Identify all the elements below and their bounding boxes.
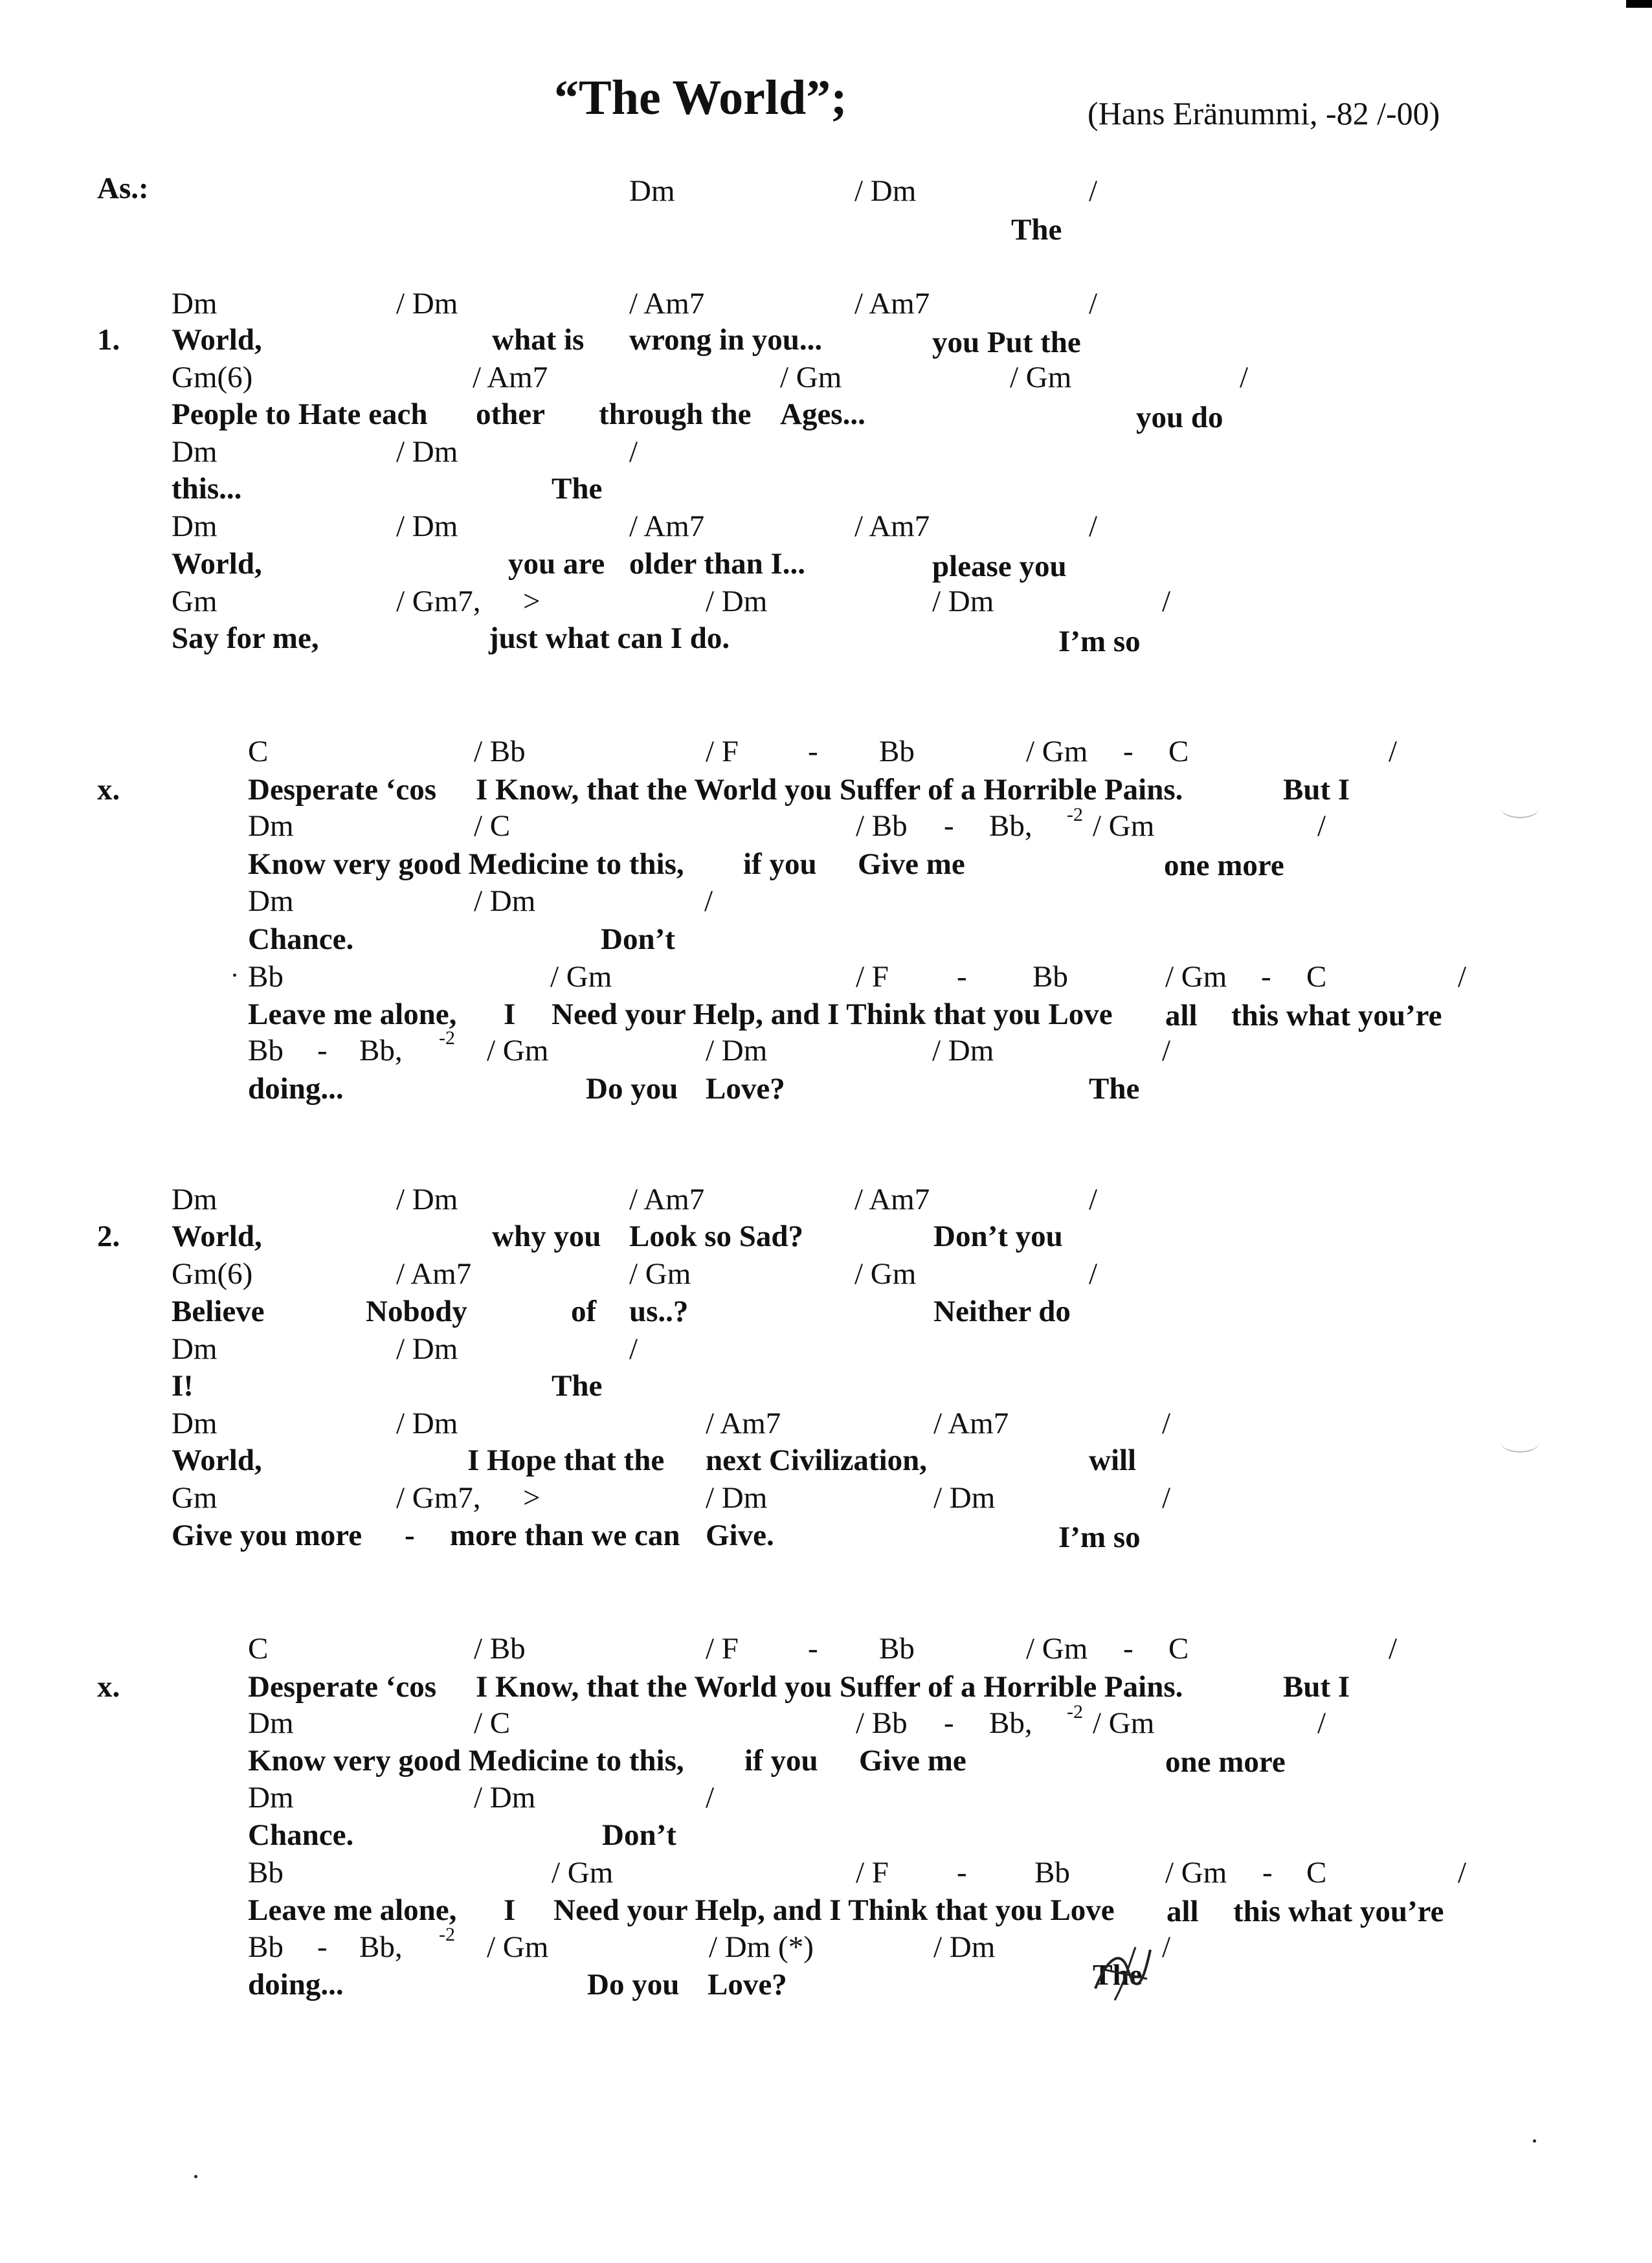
chord: Dm: [172, 1183, 218, 1216]
lyric: through the: [599, 397, 752, 431]
chord: / Dm: [474, 1781, 536, 1814]
chord: / Bb: [856, 809, 908, 843]
chord: /: [1162, 1407, 1171, 1440]
lyric: People to Hate each: [172, 397, 428, 431]
lyric: I: [504, 998, 516, 1031]
chord: / Gm: [1026, 735, 1088, 768]
chord: / Dm: [474, 884, 536, 918]
chord: -: [808, 1632, 818, 1666]
chord: / Dm: [706, 585, 768, 618]
lyric: World,: [172, 323, 262, 357]
chord: /: [1162, 1930, 1171, 1964]
chord: / Gm: [1093, 1706, 1155, 1740]
lyric: this...: [172, 472, 242, 506]
chord: -: [317, 1034, 328, 1067]
song-title: “The World”;: [554, 71, 847, 125]
scan-smudge: [1501, 797, 1539, 818]
lyric: just what can I do.: [489, 621, 730, 655]
lyric: I!: [172, 1369, 194, 1403]
chord: / Dm: [854, 174, 917, 208]
chord: / Gm: [487, 1930, 549, 1964]
lyric: this what you’re: [1233, 1895, 1444, 1928]
chord: / Dm (*): [709, 1930, 814, 1964]
lyric: you are: [508, 547, 605, 581]
lyric: please you: [932, 550, 1067, 583]
chord: Bb: [879, 1632, 915, 1666]
lyric: more than we can: [450, 1519, 680, 1552]
scan-smudge: [1501, 1432, 1539, 1453]
chord: /: [706, 1781, 715, 1814]
chord: / Gm: [1093, 809, 1155, 843]
lyric: I Know, that the World you Suffer of a Horrible Pains.: [476, 773, 1183, 807]
chord: -: [317, 1930, 328, 1964]
lyric: if you: [743, 847, 817, 881]
chord: -: [944, 1706, 954, 1740]
chord: C: [1168, 1632, 1189, 1666]
chord: /: [1458, 1856, 1467, 1890]
chord: /: [1089, 509, 1098, 543]
chord: /: [629, 1332, 638, 1366]
lyric: Neither do: [933, 1295, 1071, 1328]
lyric: I’m so: [1058, 625, 1141, 658]
lyric: Need your Help, and I Think that you Love: [552, 998, 1113, 1031]
chord: Dm: [248, 809, 294, 843]
verse-label: 1.: [97, 323, 120, 357]
chord: / Dm: [932, 585, 994, 618]
lyric: what is: [492, 323, 585, 357]
chord-superscript: -2: [1067, 1701, 1083, 1722]
chord: / Gm: [1165, 960, 1227, 994]
lyric: wrong in you...: [629, 323, 823, 357]
lyric: doing...: [248, 1968, 344, 2001]
intro-label: As.:: [97, 172, 149, 205]
chord: / F: [706, 735, 739, 768]
lyric: Believe: [172, 1295, 265, 1328]
corner-scan-mark: [1626, 0, 1652, 8]
chorus-label: x.: [97, 773, 120, 807]
chord: C: [1306, 1856, 1327, 1890]
lyric: this what you’re: [1231, 999, 1442, 1032]
chord: / Gm7,: [396, 585, 481, 618]
chorus-label: x.: [97, 1670, 120, 1704]
chord: /: [1089, 174, 1098, 208]
lyric: older than I...: [629, 547, 806, 581]
lyric: will: [1089, 1444, 1137, 1477]
chord: / Dm: [933, 1481, 996, 1515]
verse-label: 2.: [97, 1220, 120, 1253]
chord: /: [704, 884, 713, 918]
chord: Bb: [879, 735, 915, 768]
chord: / Dm: [932, 1034, 994, 1067]
lyric: other: [476, 397, 546, 431]
lyric: Ages...: [780, 397, 865, 431]
chord: / Dm: [396, 1407, 458, 1440]
chord-superscript: -2: [439, 1027, 455, 1049]
chord: / Gm: [1010, 361, 1072, 394]
chord: / C: [474, 809, 511, 843]
chord: /: [1089, 1183, 1098, 1216]
chord-superscript: -2: [439, 1924, 455, 1945]
chord: Dm: [172, 1407, 218, 1440]
chord: / Gm: [550, 960, 612, 994]
scan-dot: [233, 974, 236, 977]
chord: / Dm: [396, 509, 458, 543]
lyric: I Know, that the World you Suffer of a Horrible Pains.: [476, 1670, 1183, 1704]
lyric: Nobody: [366, 1295, 467, 1328]
lyric: of: [571, 1295, 597, 1328]
chord: /: [1162, 1034, 1171, 1067]
chord: / Am7: [933, 1407, 1009, 1440]
scan-dot: [194, 2175, 197, 2178]
lyric: Say for me,: [172, 621, 319, 655]
lyric: Give you more: [172, 1519, 363, 1552]
scan-dot: [1533, 2139, 1536, 2143]
chord: -: [1261, 960, 1271, 994]
lyric: Desperate ‘cos: [248, 773, 437, 807]
chord: / Am7: [854, 509, 930, 543]
chord: / Gm: [629, 1257, 691, 1291]
chord: / Gm: [1026, 1632, 1088, 1666]
chord: / F: [706, 1632, 739, 1666]
chord: / Am7: [629, 1183, 705, 1216]
lyric: Do you: [586, 1072, 678, 1106]
crossed-out-word: The: [1093, 1958, 1143, 1991]
lyric: World,: [172, 1220, 262, 1253]
chord: Dm: [172, 287, 218, 320]
lyric: The: [1089, 1072, 1140, 1106]
chord: -: [1123, 735, 1133, 768]
lyric: all: [1165, 999, 1198, 1032]
lyric: World,: [172, 1444, 262, 1477]
chord: Bb: [248, 1034, 284, 1067]
chord: /: [1317, 809, 1326, 843]
chord: C: [1168, 735, 1189, 768]
lyric: Love?: [706, 1072, 785, 1106]
chord: Bb,: [359, 1034, 403, 1067]
chord: / Bb: [856, 1706, 908, 1740]
chord: Bb: [248, 1930, 284, 1964]
chord: Bb,: [989, 1706, 1032, 1740]
lyric: doing...: [248, 1072, 344, 1106]
lyric: Don’t: [601, 922, 675, 956]
chord: / Bb: [474, 735, 526, 768]
handwritten-scribble: [1089, 1943, 1160, 2005]
lyric: one more: [1164, 849, 1284, 882]
lyric: one more: [1165, 1745, 1286, 1779]
chord: Dm: [172, 435, 218, 469]
chord: -: [957, 960, 967, 994]
chord: Bb: [1034, 1856, 1070, 1890]
lyric: Give me: [858, 847, 965, 881]
lyric: Give.: [706, 1519, 774, 1552]
chord: Dm: [248, 884, 294, 918]
chord: -: [808, 735, 818, 768]
chord: / Gm: [854, 1257, 917, 1291]
lyric: Know very good Medicine to this,: [248, 1744, 684, 1778]
chord: / Am7: [854, 287, 930, 320]
lyric: Need your Help, and I Think that you Love: [553, 1893, 1115, 1927]
chord: / Dm: [706, 1481, 768, 1515]
chord: Dm: [248, 1706, 294, 1740]
chord: / F: [856, 960, 889, 994]
chord: /: [1162, 585, 1171, 618]
lyric: Know very good Medicine to this,: [248, 847, 684, 881]
chord: Dm: [172, 1332, 218, 1366]
chord: Gm: [172, 1481, 218, 1515]
chord: /: [1389, 735, 1398, 768]
chord: / Gm: [487, 1034, 549, 1067]
chord: Bb: [248, 1856, 284, 1890]
chord: / Am7: [854, 1183, 930, 1216]
lyric: I: [504, 1893, 516, 1927]
chord: /: [1089, 287, 1098, 320]
lyric: Leave me alone,: [248, 998, 457, 1031]
chord: -: [944, 809, 954, 843]
lyric: The: [552, 1369, 603, 1403]
lyric: next Civilization,: [706, 1444, 928, 1477]
lyric: The: [1011, 213, 1062, 247]
chord: Gm(6): [172, 1257, 253, 1291]
lyric: But I: [1283, 1670, 1350, 1704]
lyric: Don’t you: [933, 1220, 1063, 1253]
lyric: you do: [1136, 401, 1223, 434]
lyric: World,: [172, 547, 262, 581]
chord: / Dm: [396, 1183, 458, 1216]
lyric: us..?: [629, 1295, 689, 1328]
chord: /: [1389, 1632, 1398, 1666]
chord: / Am7: [473, 361, 548, 394]
song-author: (Hans Eränummi, -82 /-00): [1088, 95, 1440, 131]
lyric: Desperate ‘cos: [248, 1670, 437, 1704]
chord: Gm: [172, 585, 218, 618]
chord: Bb: [1032, 960, 1068, 994]
chord: Bb: [248, 960, 284, 994]
lyric: Love?: [708, 1968, 787, 2001]
lyric: you Put the: [932, 326, 1081, 359]
chord: /: [1317, 1706, 1326, 1740]
lyric: I Hope that the: [467, 1444, 665, 1477]
chord: /: [1458, 960, 1467, 994]
chord: / Gm: [780, 361, 842, 394]
chord-superscript: -2: [1067, 804, 1083, 825]
lyric: Chance.: [248, 922, 354, 956]
chord: -: [957, 1856, 967, 1890]
chord: / Am7: [629, 509, 705, 543]
chord: / Dm: [396, 1332, 458, 1366]
chord: / Gm7,: [396, 1481, 481, 1515]
chord: >: [523, 585, 541, 618]
chord: Gm(6): [172, 361, 253, 394]
chord: -: [1123, 1632, 1133, 1666]
lyric: all: [1166, 1895, 1199, 1928]
chord: / Gm: [552, 1856, 614, 1890]
chord: / Dm: [396, 435, 458, 469]
chord: /: [1089, 1257, 1098, 1291]
chord: / Am7: [629, 287, 705, 320]
lyric: Look so Sad?: [629, 1220, 804, 1253]
lyric: But I: [1283, 773, 1350, 807]
chord: /: [1162, 1481, 1171, 1515]
chord: / Bb: [474, 1632, 526, 1666]
lyric: Leave me alone,: [248, 1893, 457, 1927]
chord: / Dm: [706, 1034, 768, 1067]
chord: /: [629, 435, 638, 469]
chord: Bb,: [359, 1930, 403, 1964]
lyric: Chance.: [248, 1818, 354, 1852]
chord: / Am7: [396, 1257, 472, 1291]
chord: / Gm: [1165, 1856, 1227, 1890]
lyric: Do you: [587, 1968, 680, 2001]
chord: C: [248, 1632, 269, 1666]
lyric: -: [405, 1519, 415, 1552]
chord: / C: [474, 1706, 511, 1740]
lyric: why you: [492, 1220, 601, 1253]
chord: Dm: [629, 174, 675, 208]
chord: / Dm: [396, 287, 458, 320]
chord: / F: [856, 1856, 889, 1890]
chord: / Am7: [706, 1407, 781, 1440]
chord: Dm: [172, 509, 218, 543]
lyric: The: [552, 472, 603, 506]
chord: C: [1306, 960, 1327, 994]
lyric: I’m so: [1058, 1521, 1141, 1554]
chord: C: [248, 735, 269, 768]
chord: -: [1262, 1856, 1273, 1890]
lyric: if you: [744, 1744, 818, 1778]
chord: Bb,: [989, 809, 1032, 843]
chord: / Dm: [933, 1930, 996, 1964]
chord: >: [523, 1481, 541, 1515]
chord: /: [1240, 361, 1249, 394]
lyric: Don’t: [602, 1818, 676, 1852]
lyric: Give me: [859, 1744, 966, 1778]
chord: Dm: [248, 1781, 294, 1814]
